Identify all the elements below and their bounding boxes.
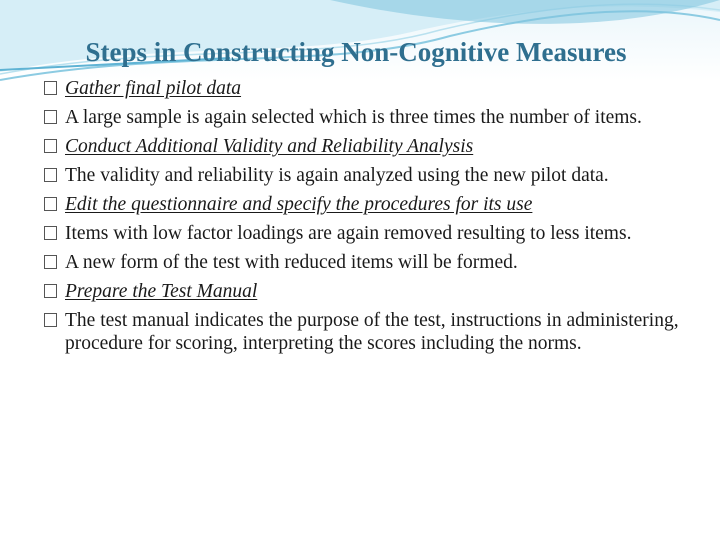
- list-item: [44, 106, 704, 129]
- list-item-text: Prepare the Test Manual: [65, 281, 258, 302]
- list-item-text: The test manual indicates the purpose of the test, instructions in administering, procedure for scoring, interpreting the scores including the norms.: [65, 310, 679, 354]
- list-item-text: Gather final pilot data: [65, 78, 242, 99]
- list-item-text: Edit the questionnaire and specify the procedures for its use: [65, 194, 533, 215]
- square-bullet-icon: [44, 255, 57, 269]
- list-item: [44, 280, 704, 303]
- square-bullet-icon: [44, 139, 57, 153]
- list-item-text: A new form of the test with reduced items will be formed.: [65, 252, 518, 273]
- list-item: [44, 193, 704, 216]
- slide-title: Steps in Constructing Non-Cognitive Measures: [85, 37, 627, 67]
- square-bullet-icon: [44, 226, 57, 240]
- square-bullet-icon: [44, 197, 57, 211]
- list-item: [44, 222, 704, 245]
- list-item: [44, 251, 704, 274]
- list-item: [44, 135, 704, 158]
- list-item: [44, 309, 704, 355]
- square-bullet-icon: [44, 110, 57, 124]
- list-item: [44, 164, 704, 187]
- square-bullet-icon: [44, 284, 57, 298]
- square-bullet-icon: [44, 81, 57, 95]
- list-item-text: The validity and reliability is again analyzed using the new pilot data.: [65, 165, 609, 186]
- square-bullet-icon: [44, 313, 57, 327]
- square-bullet-icon: [44, 168, 57, 182]
- list-item-text: A large sample is again selected which is three times the number of items.: [65, 107, 642, 128]
- bullet-list: [44, 77, 704, 361]
- list-item: [44, 77, 704, 100]
- list-item-text: Items with low factor loadings are again removed resulting to less items.: [65, 223, 632, 244]
- list-item-text: Conduct Additional Validity and Reliability Analysis: [65, 136, 474, 157]
